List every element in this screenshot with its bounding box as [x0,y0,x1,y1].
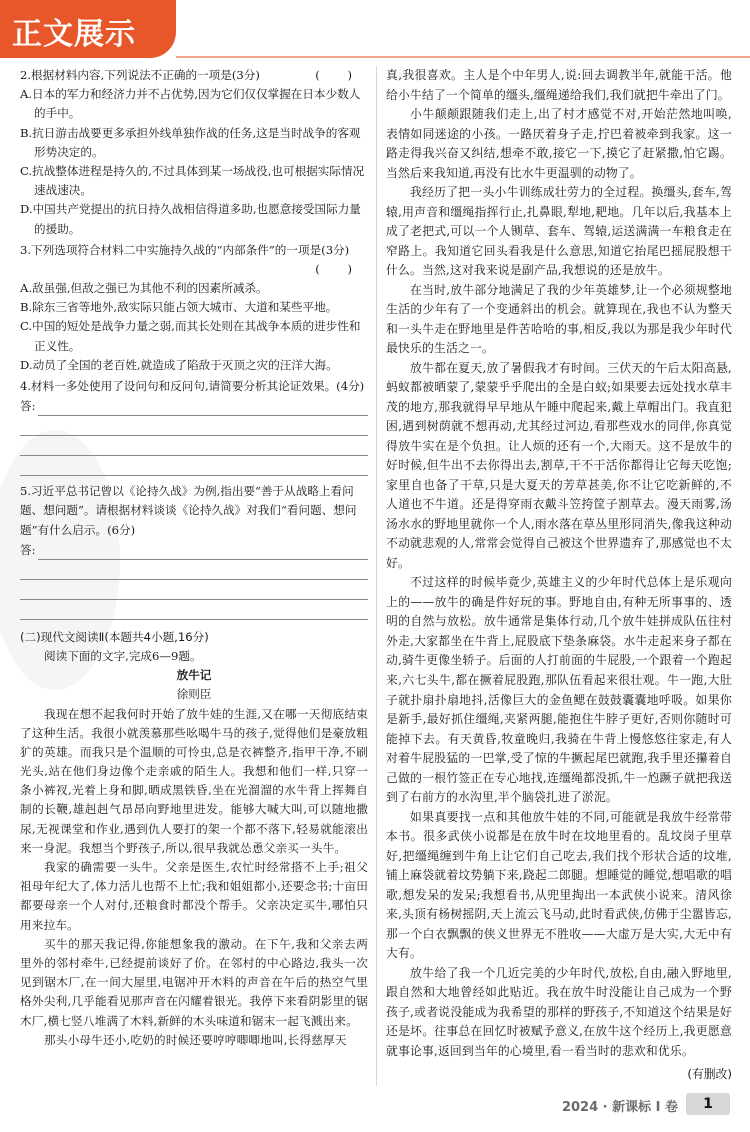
option-d[interactable]: D.中国共产党提出的抗日持久战相信得道多助,也愿意接受国际力量的援助。 [20,202,361,236]
left-column [20,66,368,1050]
section-heading: (二)现代文阅读Ⅱ(本题共4小题,16分) [20,629,209,644]
page-number: 1 [686,1093,730,1115]
answer-area[interactable] [20,540,368,560]
answer-line[interactable] [20,456,368,476]
question-stem: 4.材料一多处使用了设问句和反问句,请简要分析其论证效果。(4分) [20,379,365,393]
column-divider [376,66,377,1086]
option-b[interactable]: B.除东三省等地外,敌实际只能占领大城市、大道和某些平地。 [20,300,338,315]
answer-label: 答: [20,542,36,557]
option-b[interactable]: B.抗日游击战要更多承担外线单独作战的任务,这是当时战争的客观形势决定的。 [20,125,361,159]
essay-paragraph: 我现在想不起我何时开始了放牛娃的生涯,又在哪一天彻底结束了这种生活。我很小就羡慕那些吆喝牛马的孩子,觉得他们是豪放粗犷的英雄。而我只是个温顺的可怜虫,总是衣裤整齐,指甲干净,不刷光头,站在他们身边像个走亲戚的陌生人。我想和他们一样,只穿一条小裤衩,光着上身和脚,晒成黑铁昏,坐在光溜溜的水牛背上挥舞自制的长鞭,雄赳赳气昂昂向野地里进发。能够大喊大叫,可以随地撒尿,无视课堂和作业,遇到仇人要打的架一个都不落下,轻易就能滚出来一身泥。我想当个野孩子,所以,很早我就怂恿父亲买一头牛。 [20,706,368,855]
essay-paragraph: 小牛颠颠跟随我们走上,出了村才感觉不对,开始茫然地叫唤,表情如同迷途的小孩。一路厌着身子走,拧巴着被牵到我家。这一路走得我兴奋又纠结,想牵不敢,接它一下,摸它了赶紧撒,怕它踢。当然后来我知道,再没有比水牛更温驯的动物了。 [386,107,732,180]
essay-paragraph: 在当时,放牛部分地满足了我的少年英雄梦,让一个必须规整地生活的少年有了一个变通斜出的机会。就算现在,我也不认为整天和一头牛走在野地里是件苦哈哈的事,相反,我以为那是我少年时代最快乐的生活之一。 [386,282,732,356]
answer-label: 答: [20,399,36,413]
question-stem: 3.下列选项符合材料二中实施持久战的“内部条件”的一项是(3分) [20,242,350,257]
option-c[interactable]: C.抗战整体进程是持久的,不过具体到某一场战役,也可根据实际情况速战速决。 [20,163,365,198]
question-3 [20,241,368,375]
answer-line[interactable] [20,580,368,600]
top-rule [176,56,750,58]
answer-line[interactable] [20,436,368,456]
answer-line[interactable] [20,560,368,580]
option-a[interactable]: A.敌虽强,但敌之强已为其他不利的因素所减杀。 [20,281,268,296]
answer-line[interactable] [20,416,368,436]
essay-author: 徐则臣 [176,687,212,702]
essay-title: 放牛记 [176,668,212,683]
essay-paragraph: 那头小母牛还小,吃奶的时候还要哼哼唧唧地叫,长得慈厚天 [44,1032,347,1047]
answer-line[interactable] [20,600,368,620]
footer-exam-label: 2024 · 新课标 I 卷 [561,1100,678,1115]
answer-paren[interactable]: ( ) [315,68,364,82]
right-column [386,66,732,1085]
essay-paragraph: 放牛都在夏天,放了暑假我才有时间。三伏天的午后太阳高悬,蚂蚁都被晒蒙了,蒙蒙乎乎爬出的全是白蚁;如果要去远处找水草丰茂的地方,那我就得早早地从午睡中爬起来,戴上草帽出门。我直犯困,遇到树荫就不想再动,尤其经过河边,看那些戏水的同伴,你真觉得放牛实在是个负担。让人烦的还有一个,大雨天。这不是放牛的好时候,但牛出不去你得出去,割草,干不干活你都得让它每天吃饱;家里自也备了干草,只是大夏天的芳草甚美,你不让它吃新鲜的,不人道也不牛道。还是得穿雨衣戴斗笠挎筐子割草去。漫天雨雾,汤汤水水的野地里就你一个人,雨水落在草丛里形同消失,像我这种动不动就悲观的人,常常会觉得自己被这个世界遗弃了,那感觉也不太好。 [386,360,732,570]
essay-paragraph: 不过这样的时候毕竟少,英雄主义的少年时代总体上是乐观向上的——放牛的确是件好玩的事。野地自由,有种无所事事的、透明的自然与放松。放牛通常是集体行动,几个放牛娃拼成队伍往村外走,大家都坐在牛背上,屁股底下垫条麻袋。水牛走起来身子都在动,骑牛更像坐轿子。后面的人打前面的牛屁股,一个跟着一个跑起来,六七头牛,都在撅着屁股跑,那队伍看起来很壮观。牛一跑,大肚子就扑扇扑扇地抖,活像巨大的金鱼鳃在鼓鼓囊囊地呼吸。如果你是新手,最好抓住缰绳,夹紧两腿,能抱住牛脖子更好,否则你随时可能掉下去。有天黄昏,牧童晚归,我骑在牛背上慢悠悠往家走,有人对着牛屁股猛的一巴掌,受了惊的牛撅起尾巴就跑,我手里还攥着自己做的一根竹签正在专心地找,连缰绳都没抓,牛一尥蹶子就把我送到了右前方的水沟里,半个脑袋扎进了淤泥。 [386,575,732,805]
question-stem: 2.根据材料内容,下列说法不正确的一项是(3分) [20,68,260,82]
answer-line[interactable] [38,545,369,560]
option-a[interactable]: A.日本的军力和经济力并不占优势,因为它们仅仅掌握在日本少数人的手中。 [20,87,361,121]
option-d[interactable]: D.动员了全国的老百姓,就造成了陷敌于灭顶之灾的汪洋大海。 [20,357,338,372]
essay-paragraph: 放牛给了我一个几近完美的少年时代,放松,自由,融入野地里,跟自然和大地曾经如此贴近。我在放牛时没能让自己成为一个野孩子,或者说没能成为我希望的那样的野孩子,不知道这个结果是好还是坏。往事总在回忆时被赋予意义,在放牛这个经历上,我更愿意就事论事,返回到当年的心境里,看一看当时的悲欢和优乐。 [386,965,732,1058]
essay-paragraph: 如果真要找一点和其他放牛娃的不同,可能就是我放牛经常带本书。很多武侠小说都是在放牛时在坟地里看的。乱坟岗子里草好,把缰绳缠到牛角上让它们自己吃去,我们找个形状合适的坟堆,铺上麻袋就着坟势躺下来,跷起二郎腿。想睡觉的睡觉,想唱歌的唱歌,想发呆的发呆;我想看书,从兜里掏出一本武侠小说来。清风徐来,头顶有杨树摇阴,天上流云飞马动,此时看武侠,仿佛于尘嚣皆忘,那一个白衣飘飘的侠义世界无不胜收——大虚万是大实,大无中有大有。 [386,809,732,961]
question-2 [20,66,368,239]
question-stem: 5.习近平总书记曾以《论持久战》为例,指出要“善于从战略上看问题、想问题”。请根据材料谈谈《论持久战》对我们“看问题、想问题”有什么启示。(6分) [20,484,357,537]
essay-paragraph: 我家的确需要一头牛。父亲是医生,农忙时经常搭不上手;祖父祖母年纪大了,体力活儿也帮不上忙;我和姐姐都小,还要念书;十亩田都要母亲一个人对付,还粮食时都没个帮手。父亲决定买牛,哪怕只用来拉车。 [20,860,368,932]
edit-note: (有删改) [687,1067,732,1082]
banner-title: 正文展示 [12,17,136,52]
answer-line[interactable] [38,401,369,416]
section-banner [0,0,176,58]
essay-paragraph: 买牛的那天我记得,你能想象我的激动。在下午,我和父亲去两里外的邻村牵牛,已经提前谈好了价。在邻村的中心路边,我头一次见到锯木厂,在一间大屋里,电锯冲开木料的声音在午后的热空气里格外尖利,几乎能看见那声音在闪耀着银光。我停下来看阴影里的锯木厂,横七竖八堆满了木料,新鲜的木头味道和锯末一起飞溅出来。 [20,936,368,1028]
reading-instruction: 阅读下面的文字,完成6—9题。 [44,648,202,663]
question-4 [20,377,368,476]
answer-paren[interactable]: ( ) [315,261,364,276]
essay-paragraph: 真,我很喜欢。主人是个中年男人,说:回去调教半年,就能干活。他给小牛结了一个简单的缰头,缰绳递给我们,我们就把牛牵出了门。 [386,68,732,102]
essay-paragraph: 我经历了把一头小牛训练成壮劳力的全过程。换缰头,套车,驾辕,用声音和缰绳指挥行止,扎鼻眼,犁地,耙地。几年以后,我基本上成了老把式,可以一个人铡草、套车、驾辕,运送满满一车粮食走在窄路上。我知道它回头看我是什么意思,知道它抬尾巴摇屁股想干什么。当然,这对我来说是副产品,我想说的还是放牛。 [386,185,732,278]
question-5 [20,482,368,620]
option-c[interactable]: C.中国的短处是战争力量之弱,而其长处则在其战争本质的进步性和正义性。 [20,319,361,353]
answer-area[interactable] [20,396,368,416]
